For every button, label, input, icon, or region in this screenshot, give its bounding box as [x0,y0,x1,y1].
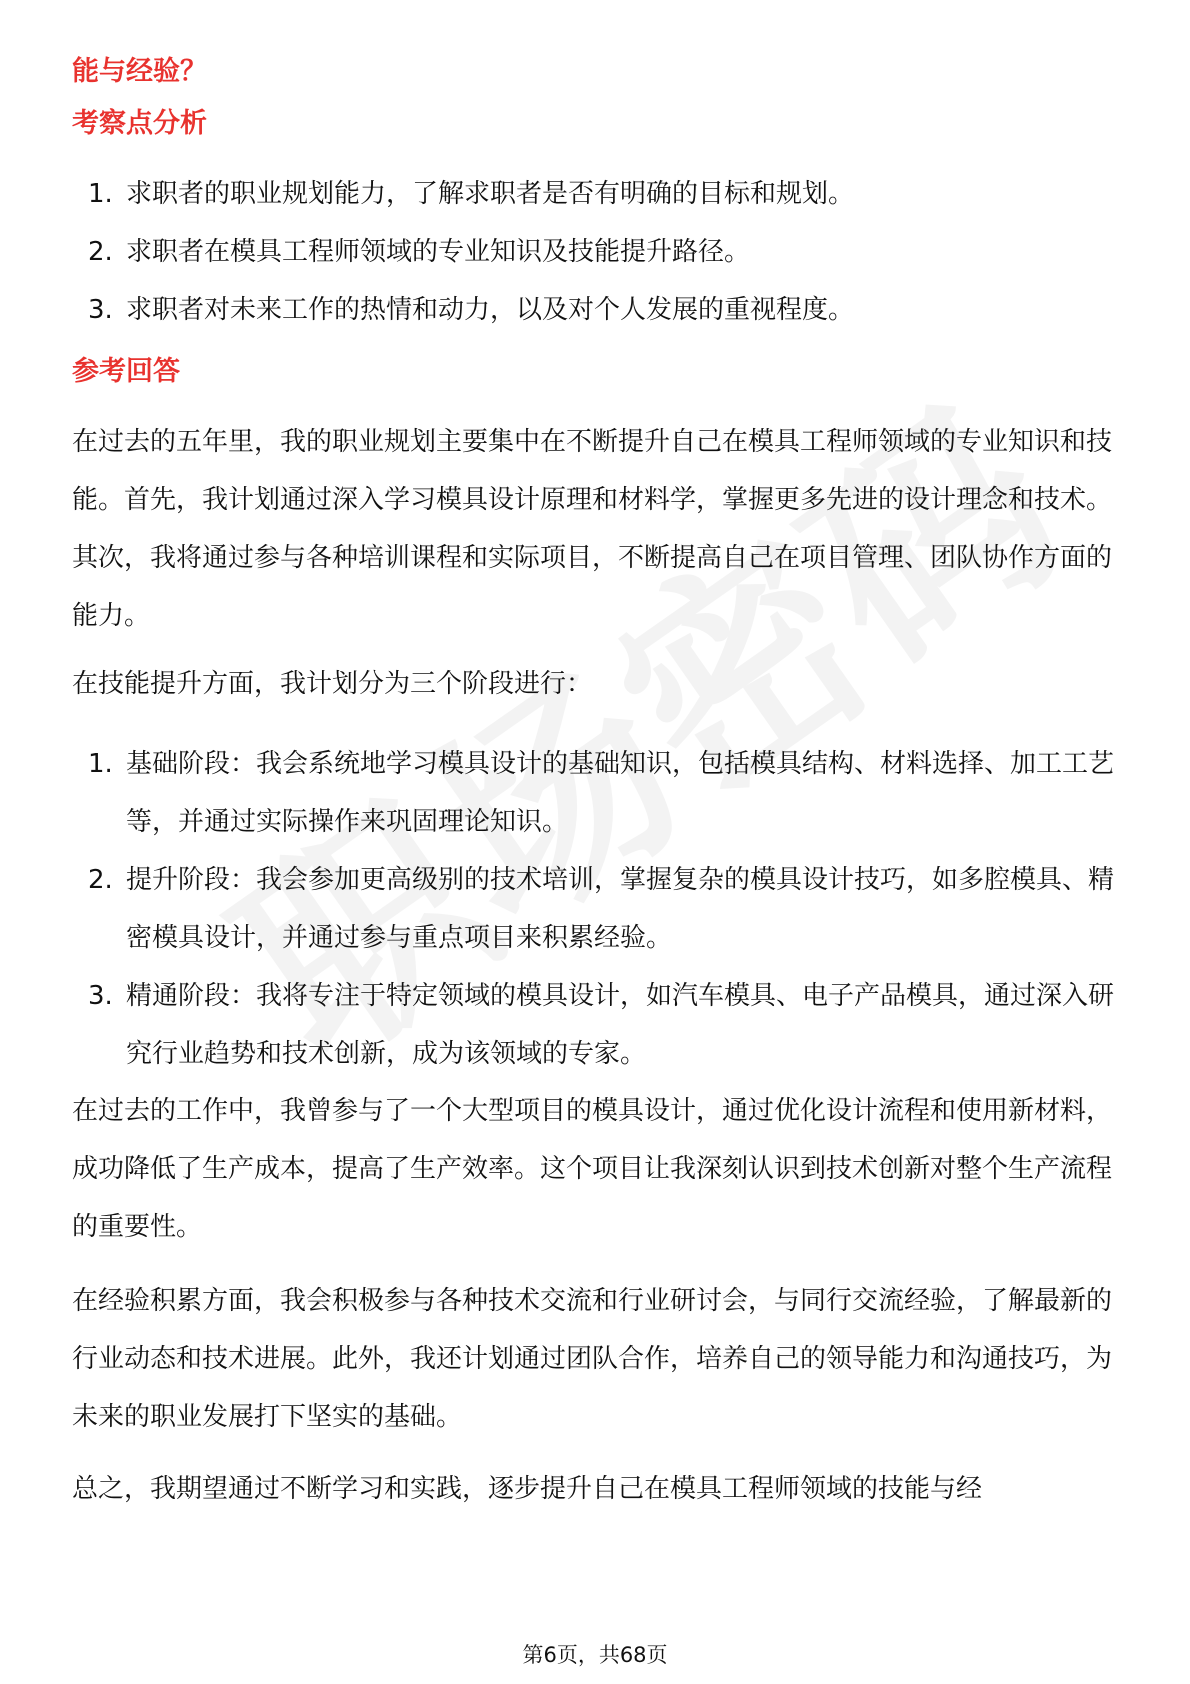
list-number: 1. [88,749,113,779]
list-item [72,281,1118,339]
answer-paragraph-4: 在经验积累方面，我会积极参与各种技术交流和行业研讨会，与同行交流经验，了解最新的行业动态和技术进展。此外，我还计划通过团队合作，培养自己的领导能力和沟通技巧，为未来的职业发展打下坚实的基础。 [72,1286,1113,1432]
answer-paragraph-1: 在过去的五年里，我的职业规划主要集中在不断提升自己在模具工程师领域的专业知识和技能。首先，我计划通过深入学习模具设计原理和材料学，掌握更多先进的设计理念和技术。其次，我将通过参与各种培训课程和实际项目，不断提高自己在项目管理、团队协作方面的能力。 [72,427,1113,631]
list-number: 3. [88,295,113,325]
stage-list [72,735,1118,1083]
list-item-text: 求职者对未来工作的热情和动力，以及对个人发展的重视程度。 [126,295,855,325]
list-item-text: 基础阶段：我会系统地学习模具设计的基础知识，包括模具结构、材料选择、加工工艺等，并通过实际操作来巩固理论知识。 [126,749,1115,837]
list-number: 2. [88,865,113,895]
list-item [72,967,1118,1083]
list-number: 1. [88,179,113,209]
list-item-text: 提升阶段：我会参加更高级别的技术培训，掌握复杂的模具设计技巧，如多腔模具、精密模具设计，并通过参与重点项目来积累经验。 [126,865,1115,953]
list-item [72,165,1118,223]
analysis-list [72,165,1118,339]
question-heading-tail: 能与经验？ [72,56,207,87]
answer-paragraph-2: 在技能提升方面，我计划分为三个阶段进行： [72,669,593,699]
list-item [72,851,1118,967]
list-item-text: 求职者的职业规划能力，了解求职者是否有明确的目标和规划。 [126,179,855,209]
answer-paragraph-5: 总之，我期望通过不断学习和实践，逐步提升自己在模具工程师领域的技能与经 [72,1474,983,1504]
list-item [72,735,1118,851]
analysis-heading: 考察点分析 [72,108,207,139]
answer-heading: 参考回答 [72,356,180,387]
list-item [72,223,1118,281]
list-number: 3. [88,981,113,1011]
list-item-text: 求职者在模具工程师领域的专业知识及技能提升路径。 [126,237,751,267]
list-number: 2. [88,237,113,267]
answer-paragraph-3: 在过去的工作中，我曾参与了一个大型项目的模具设计，通过优化设计流程和使用新材料，成功降低了生产成本，提高了生产效率。这个项目让我深刻认识到技术创新对整个生产流程的重要性。 [72,1096,1113,1242]
list-item-text: 精通阶段：我将专注于特定领域的模具设计，如汽车模具、电子产品模具，通过深入研究行业趋势和技术创新，成为该领域的专家。 [126,981,1115,1069]
page-footer: 第6页，共68页 [522,1643,668,1667]
